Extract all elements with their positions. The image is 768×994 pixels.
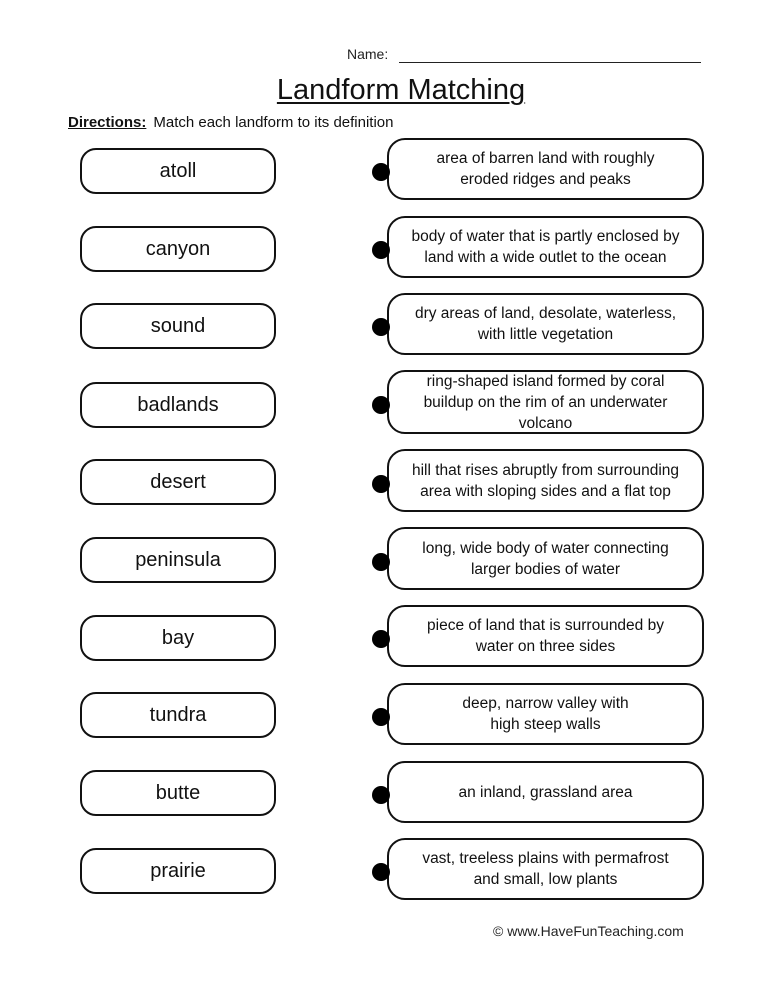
connector-dot-icon[interactable] xyxy=(372,630,390,648)
definition-line: hill that rises abruptly from surrounding xyxy=(411,461,680,479)
term-label: canyon xyxy=(145,237,211,260)
definition-box[interactable] xyxy=(387,370,704,434)
connector-dot-icon[interactable] xyxy=(372,708,390,726)
term-label: tundra xyxy=(149,703,207,726)
definition-line: eroded ridges and peaks xyxy=(460,171,631,188)
connector-dot-icon[interactable] xyxy=(372,396,390,414)
term-label: peninsula xyxy=(135,548,221,571)
definition-box[interactable] xyxy=(387,683,704,745)
term-box-peninsula[interactable] xyxy=(80,537,276,583)
definition-line: buildup on the rim of an underwater xyxy=(423,393,668,411)
connector-dot-icon[interactable] xyxy=(372,241,390,259)
definition-text xyxy=(412,226,680,268)
definition-line: an inland, grassland area xyxy=(458,783,633,801)
copyright-footer: © www.HaveFunTeaching.com xyxy=(493,923,684,939)
connector-dot-icon[interactable] xyxy=(372,553,390,571)
term-label: prairie xyxy=(150,859,206,882)
connector-dot-icon[interactable] xyxy=(372,475,390,493)
term-box-bay[interactable] xyxy=(80,615,276,661)
term-box-tundra[interactable] xyxy=(80,692,276,738)
term-label: bay xyxy=(161,626,195,649)
definition-line: land with a wide outlet to the ocean xyxy=(424,249,667,266)
name-field-label: Name: xyxy=(347,46,389,62)
connector-dot-icon[interactable] xyxy=(372,318,390,336)
connector-dot-icon[interactable] xyxy=(372,163,390,181)
definition-box[interactable] xyxy=(387,527,704,590)
definition-line: high steep walls xyxy=(490,716,601,733)
name-field-line[interactable] xyxy=(399,62,701,63)
directions xyxy=(68,114,393,131)
definition-text xyxy=(437,148,655,190)
definition-line: area of barren land with roughly xyxy=(436,150,655,167)
definition-line: deep, narrow valley with xyxy=(462,695,629,712)
definition-text xyxy=(415,303,676,345)
definition-line: ring-shaped island formed by coral xyxy=(426,372,665,390)
definition-box[interactable] xyxy=(387,216,704,278)
definition-text xyxy=(462,693,628,735)
term-label: atoll xyxy=(159,159,197,182)
definition-box[interactable] xyxy=(387,605,704,667)
definition-box[interactable] xyxy=(387,293,704,355)
definition-box[interactable] xyxy=(387,761,704,823)
definition-line: area with sloping sides and a flat top xyxy=(420,482,671,500)
definition-box[interactable] xyxy=(387,138,704,200)
directions-label: Directions: xyxy=(68,114,147,131)
definition-text xyxy=(427,615,664,657)
term-box-canyon[interactable] xyxy=(80,226,276,272)
term-label: badlands xyxy=(137,393,219,416)
definition-text xyxy=(412,460,679,502)
term-box-sound[interactable] xyxy=(80,303,276,349)
definition-line: larger bodies of water xyxy=(470,560,621,578)
connector-dot-icon[interactable] xyxy=(372,786,390,804)
definition-text xyxy=(422,848,668,890)
definition-line: body of water that is partly enclosed by xyxy=(411,228,680,245)
term-box-desert[interactable] xyxy=(80,459,276,505)
definition-box[interactable] xyxy=(387,838,704,900)
definition-box[interactable] xyxy=(387,449,704,512)
term-label: desert xyxy=(150,470,206,493)
definition-text xyxy=(424,371,668,434)
term-label: butte xyxy=(155,781,201,804)
term-box-badlands[interactable] xyxy=(80,382,276,428)
definition-line: volcano xyxy=(518,414,573,432)
term-box-atoll[interactable] xyxy=(80,148,276,194)
definition-text xyxy=(422,538,668,580)
worksheet-title: Landform Matching xyxy=(276,74,526,106)
definition-line: with little vegetation xyxy=(477,326,614,343)
term-box-butte[interactable] xyxy=(80,770,276,816)
definition-line: long, wide body of water connecting xyxy=(422,539,669,557)
definition-line: and small, low plants xyxy=(473,871,618,888)
definition-line: water on three sides xyxy=(475,638,616,655)
directions-text: Match each landform to its definition xyxy=(153,114,394,131)
definition-line: dry areas of land, desolate, waterless, xyxy=(414,305,677,322)
definition-line: piece of land that is surrounded by xyxy=(427,617,664,634)
definition-text xyxy=(458,782,632,803)
term-label: sound xyxy=(150,314,206,337)
definition-line: vast, treeless plains with permafrost xyxy=(422,850,669,867)
term-box-prairie[interactable] xyxy=(80,848,276,894)
connector-dot-icon[interactable] xyxy=(372,863,390,881)
